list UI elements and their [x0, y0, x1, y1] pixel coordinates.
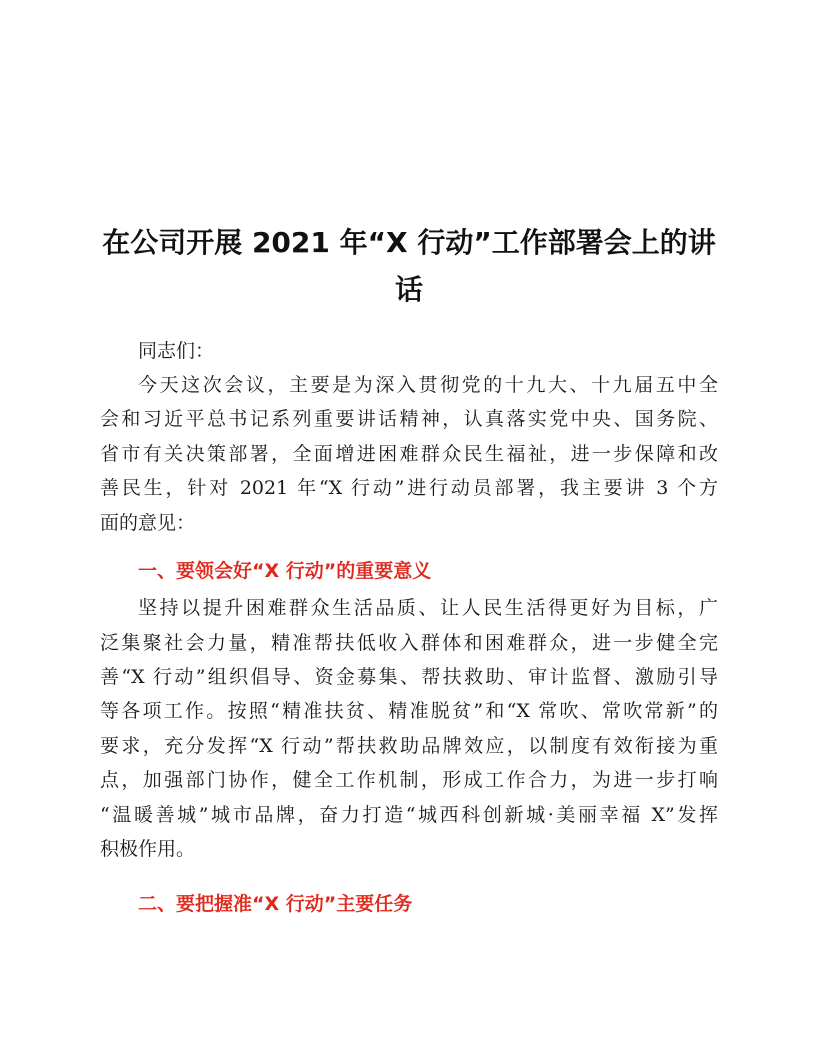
paragraph-1-line: 面的意见：	[100, 512, 196, 534]
paragraph-1-line: 会和习近平总书记系列重要讲话精神，认真落实党中央、国务院、	[100, 408, 718, 430]
paragraph-2-line: 点，加强部门协作，健全工作机制，形成工作合力，为进一步打响	[100, 769, 718, 791]
section-heading-1: 一、要领会好“X 行动”的重要意义	[138, 560, 432, 582]
document-title-line-2: 话	[394, 273, 423, 306]
section-heading-2: 二、要把握准“X 行动”主要任务	[138, 893, 413, 915]
paragraph-1-line: 省市有关决策部署，全面增进困难群众民生福祉，进一步保障和改	[100, 443, 718, 465]
document-title-line-1: 在公司开展 2021 年“X 行动”工作部署会上的讲	[102, 226, 716, 259]
paragraph-2-line: 坚持以提升困难群众生活品质、让人民生活得更好为目标，广	[138, 597, 718, 619]
salutation: 同志们：	[138, 340, 215, 362]
paragraph-2-line: 要求，充分发挥“X 行动”帮扶救助品牌效应，以制度有效衔接为重	[100, 735, 718, 757]
paragraph-2-line: 泛集聚社会力量，精准帮扶低收入群体和困难群众，进一步健全完	[100, 632, 718, 654]
paragraph-1-line: 善民生，针对 2021 年“X 行动”进行动员部署，我主要讲 3 个方	[100, 477, 718, 499]
paragraph-2-line: 善“X 行动”组织倡导、资金募集、帮扶救助、审计监督、激励引导	[100, 666, 718, 688]
paragraph-1-line: 今天这次会议，主要是为深入贯彻党的十九大、十九届五中全	[138, 374, 718, 396]
paragraph-2-line: 等各项工作。按照“精准扶贫、精准脱贫”和“X 常吹、常吹常新”的	[100, 700, 718, 722]
paragraph-2-line: “温暖善城”城市品牌，奋力打造“城西科创新城·美丽幸福 X”发挥	[100, 804, 718, 826]
paragraph-2-line: 积极作用。	[100, 838, 196, 860]
